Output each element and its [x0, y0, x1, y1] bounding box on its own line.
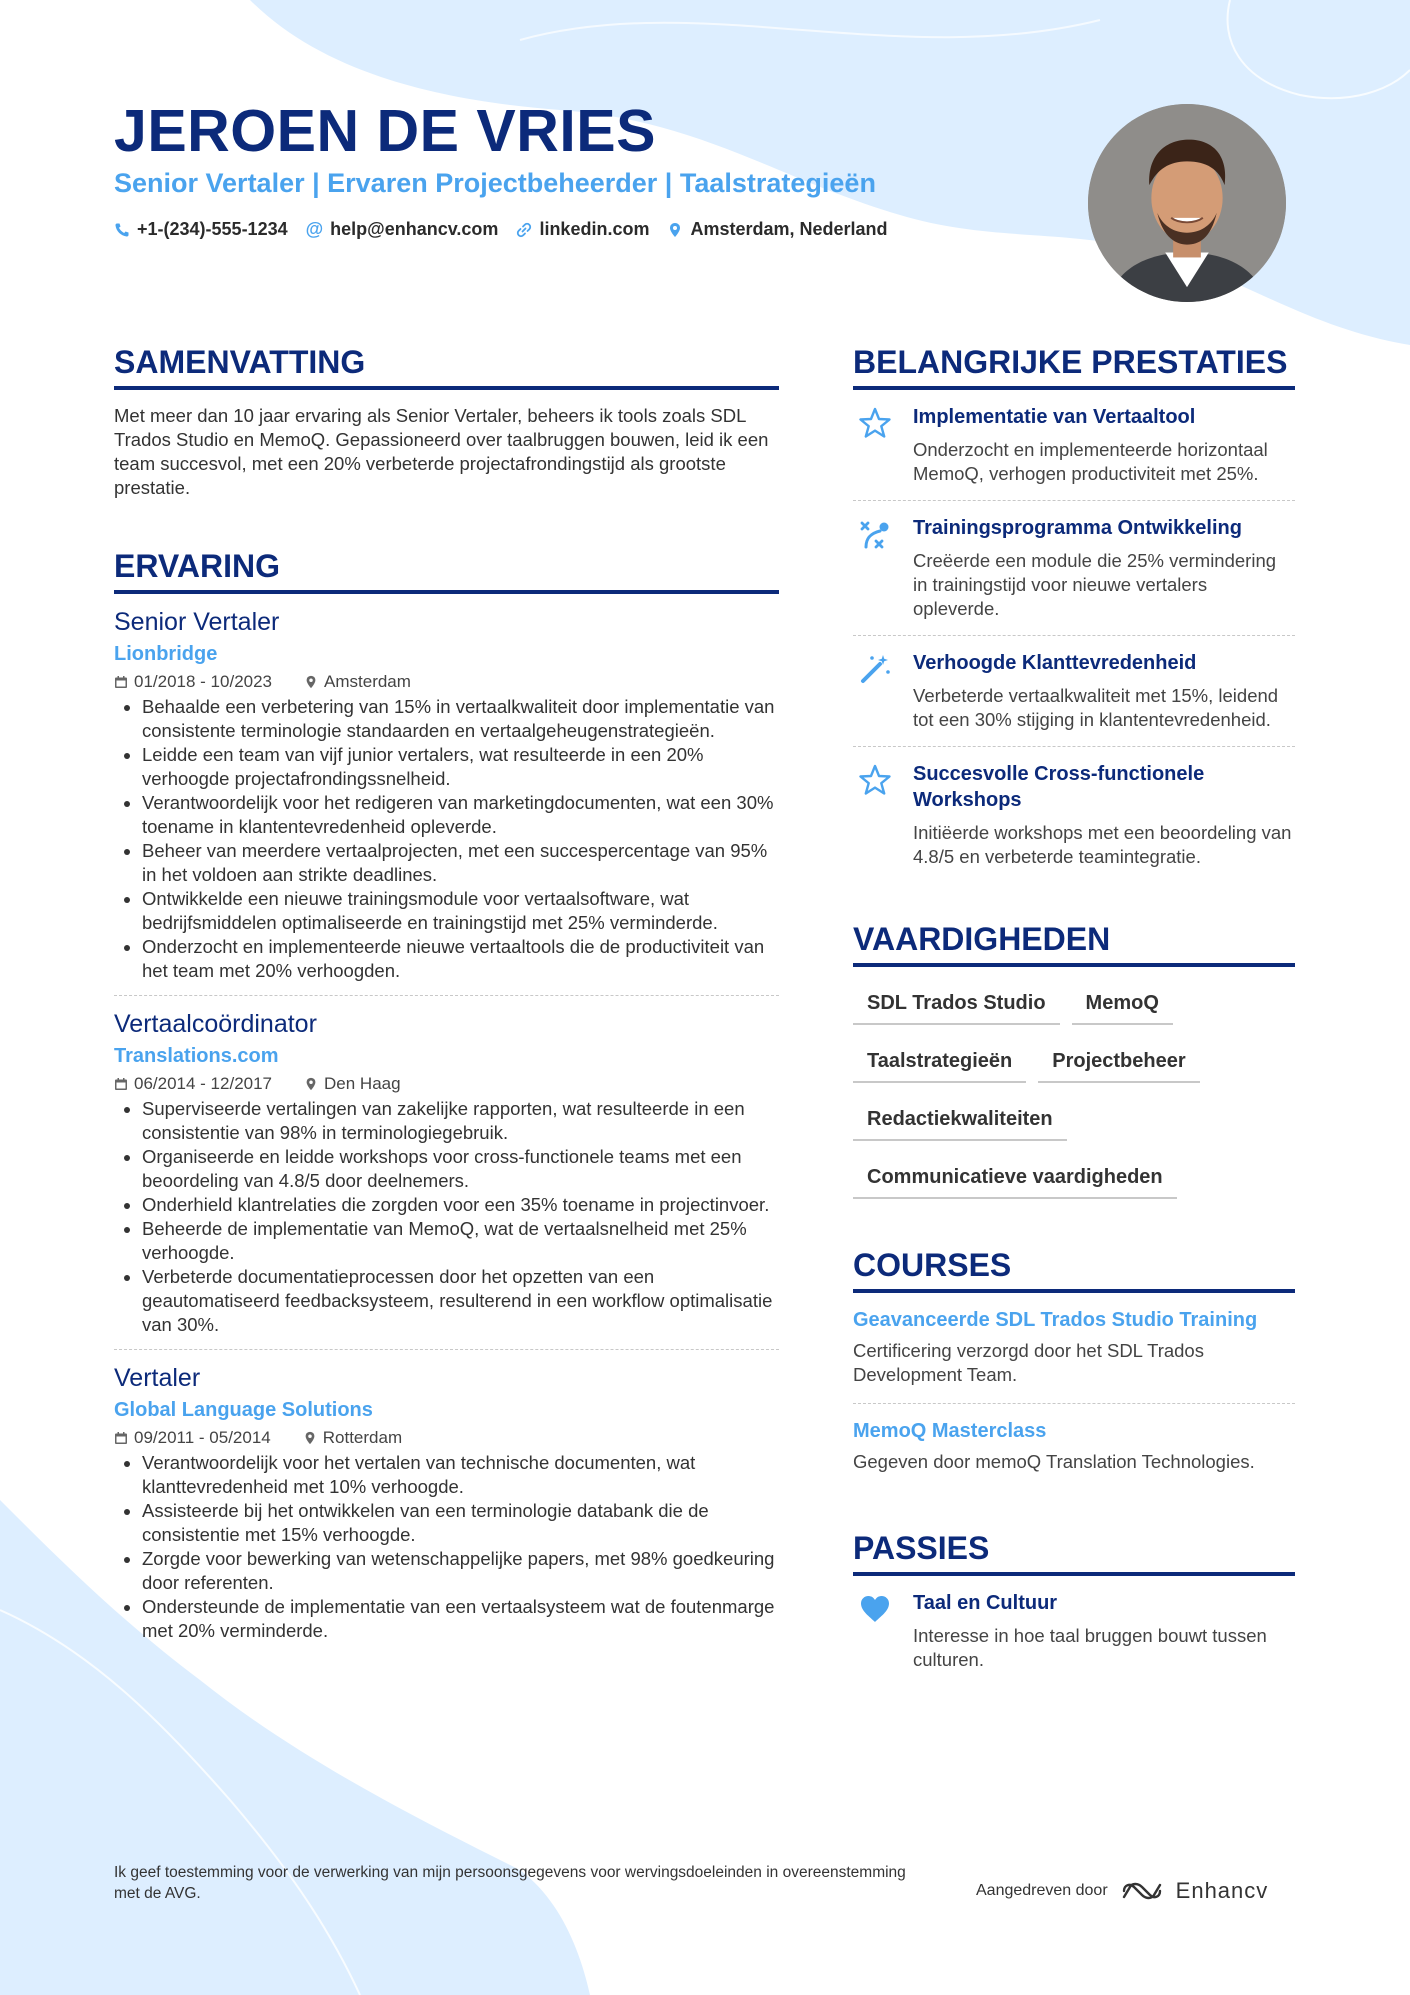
passion-text: Interesse in hoe taal bruggen bouwt tussen culturen.	[913, 1625, 1267, 1670]
achievements-heading: BELANGRIJKE PRESTATIES	[853, 342, 1295, 390]
calendar-icon	[114, 1077, 128, 1091]
list-item: • Verantwoordelijk voor het vertalen van technische documenten, wat klanttevredenheid met 10% verhoogde.	[142, 1451, 779, 1499]
job-title: Senior Vertaler	[114, 608, 280, 636]
calendar-icon	[114, 1431, 128, 1445]
left-column	[114, 342, 779, 1643]
company-name: Global Language Solutions	[114, 1399, 373, 1421]
job-location: Den Haag	[324, 1074, 401, 1093]
achievement-text: Onderzocht en implementeerde horizontaal MemoQ, verhogen productiviteit met 25%.	[913, 439, 1268, 484]
linkedin-text: linkedin.com	[539, 219, 650, 239]
calendar-icon	[114, 675, 128, 689]
contact-location	[667, 219, 887, 240]
company-name: Lionbridge	[114, 643, 218, 665]
summary-heading: SAMENVATTING	[114, 342, 779, 390]
list-item: • Superviseerde vertalingen van zakelijke rapporten, wat resulteerde in een consistentie van 98% in terminologiegebruik.	[142, 1097, 779, 1145]
skill-tag: Communicatieve vaardigheden	[853, 1155, 1177, 1199]
heart-icon	[858, 1592, 892, 1626]
list-item: • Onderhield klantrelaties die zorgden voor een 35% toename in projectinvoer.	[142, 1193, 779, 1217]
brand-name: Enhancv	[1175, 1878, 1269, 1903]
job-bullets	[114, 1451, 779, 1643]
achievement-item	[853, 746, 1295, 883]
star-icon	[858, 763, 892, 797]
summary-text: Met meer dan 10 jaar ervaring als Senior Vertaler, beheers ik tools zoals SDL Trados Studio en MemoQ. Gepassioneerd over taalbruggen bouwen, leid ik een team succesvol, met een 20% verbeterde projectafrondingstijd als grootste prestatie.	[114, 405, 769, 498]
candidate-name: JEROEN DE VRIES	[114, 98, 656, 164]
phone-icon	[114, 222, 130, 238]
location-pin-icon	[304, 675, 318, 689]
job-bullets	[114, 695, 779, 983]
contact-email[interactable]	[306, 219, 499, 240]
achievement-text: Initiëerde workshops met een beoordeling van 4.8/5 en verbeterde teamintegratie.	[913, 822, 1292, 867]
list-item: • Leidde een team van vijf junior vertalers, wat resulteerde in een 20% verhoogde projectafrondingssnelheid.	[142, 743, 779, 791]
courses-heading: COURSES	[853, 1245, 1295, 1293]
phone-text: +1-(234)-555-1234	[137, 219, 288, 239]
job-entry	[114, 594, 779, 983]
skill-tag: SDL Trados Studio	[853, 981, 1060, 1025]
at-icon: @	[305, 219, 324, 239]
job-title: Vertaalcoördinator	[114, 1010, 317, 1038]
achievement-title: Succesvolle Cross-functionele Workshops	[913, 763, 1205, 811]
skill-tag: Projectbeheer	[1038, 1039, 1199, 1083]
person-portrait-icon	[1088, 104, 1286, 302]
job-entry	[114, 995, 779, 1337]
job-meta	[114, 671, 779, 693]
course-text: Gegeven door memoQ Translation Technologies.	[853, 1451, 1255, 1472]
job-dates: 01/2018 - 10/2023	[134, 672, 273, 691]
right-column	[853, 342, 1295, 1686]
passions-heading: PASSIES	[853, 1528, 1295, 1576]
profile-photo	[1088, 104, 1286, 302]
star-icon	[858, 406, 892, 440]
list-item: • Ondersteunde de implementatie van een vertaalsysteem wat de foutenmarge met 20% verminderde.	[142, 1595, 779, 1643]
list-item: • Verantwoordelijk voor het redigeren van marketingdocumenten, wat een 30% toename in klantentevredenheid opleverde.	[142, 791, 779, 839]
skill-tag: MemoQ	[1072, 981, 1173, 1025]
link-icon	[516, 222, 532, 238]
achievement-title: Trainingsprogramma Ontwikkeling	[913, 517, 1242, 539]
list-item: • Organiseerde en leidde workshops voor cross-functionele teams met een beoordeling van 4.8/5 door deelnemers.	[142, 1145, 779, 1193]
course-text: Certificering verzorgd door het SDL Trados Development Team.	[853, 1340, 1204, 1385]
job-title: Vertaler	[114, 1364, 201, 1392]
achievement-item	[853, 390, 1295, 500]
job-dates: 06/2014 - 12/2017	[134, 1074, 273, 1093]
job-bullets	[114, 1097, 779, 1337]
powered-by[interactable]	[976, 1878, 1268, 1904]
achievement-text: Creëerde een module die 25% vermindering in trainingstijd voor nieuwe vertalers opleverde.	[913, 550, 1277, 619]
location-pin-icon	[667, 222, 683, 238]
contact-linkedin[interactable]	[516, 219, 649, 240]
contact-bar	[114, 219, 888, 240]
course-item	[853, 1293, 1295, 1403]
powered-by-label: Aangedreven door	[976, 1882, 1108, 1899]
list-item: • Ontwikkelde een nieuwe trainingsmodule voor vertaalsoftware, wat bedrijfsmiddelen optimaliseerde en trainingstijd met 25% verminderde.	[142, 887, 779, 935]
list-item: • Beheerde de implementatie van MemoQ, wat de vertaalsnelheid met 25% verhoogde.	[142, 1217, 779, 1265]
achievement-item	[853, 635, 1295, 746]
job-meta	[114, 1427, 779, 1449]
job-entry	[114, 1349, 779, 1643]
skills-heading: VAARDIGHEDEN	[853, 919, 1295, 967]
achievement-item	[853, 500, 1295, 635]
job-dates: 09/2011 - 05/2014	[134, 1428, 271, 1447]
achievement-title: Verhoogde Klanttevredenheid	[913, 652, 1197, 674]
skill-tag: Redactiekwaliteiten	[853, 1097, 1067, 1141]
courses-list	[853, 1293, 1295, 1490]
achievements-list	[853, 390, 1295, 883]
list-item: • Zorgde voor bewerking van wetenschappelijke papers, met 98% goedkeuring door referenten.	[142, 1547, 779, 1595]
achievement-text: Verbeterde vertaalkwaliteit met 15%, leidend tot een 30% stijging in klantentevredenheid.	[913, 685, 1279, 730]
list-item: • Assisteerde bij het ontwikkelen van een terminologie databank die de consistentie met 15% verhoogde.	[142, 1499, 779, 1547]
candidate-subtitle: Senior Vertaler | Ervaren Projectbeheerder | Taalstrategieën	[114, 168, 876, 198]
job-meta	[114, 1073, 779, 1095]
achievement-title: Implementatie van Vertaaltool	[913, 406, 1196, 428]
contact-phone[interactable]	[114, 219, 288, 240]
course-title: MemoQ Masterclass	[853, 1420, 1047, 1442]
list-item: • Behaalde een verbetering van 15% in vertaalkwaliteit door implementatie van consistente terminologie standaarden en vertaalgeheugenstrategieën.	[142, 695, 779, 743]
experience-heading: ERVARING	[114, 546, 779, 594]
passion-title: Taal en Cultuur	[913, 1592, 1058, 1614]
company-name: Translations.com	[114, 1045, 279, 1067]
course-title: Geavanceerde SDL Trados Studio Training	[853, 1309, 1258, 1331]
enhancv-logo-icon	[1120, 1879, 1164, 1903]
course-item	[853, 1403, 1295, 1490]
job-location: Rotterdam	[322, 1428, 403, 1447]
location-text: Amsterdam, Nederland	[690, 219, 888, 239]
list-item: • Beheer van meerdere vertaalprojecten, met een succespercentage van 95% in het voldoen aan strikte deadlines.	[142, 839, 779, 887]
location-pin-icon	[303, 1431, 317, 1445]
passion-item	[853, 1576, 1295, 1686]
job-location: Amsterdam	[324, 672, 411, 691]
skills-list	[853, 981, 1295, 1213]
location-pin-icon	[304, 1077, 318, 1091]
list-item: • Verbeterde documentatieprocessen door het opzetten van een geautomatiseerd feedbacksysteem, resulterend in een workflow optimalisatie van 30%.	[142, 1265, 779, 1337]
magic-wand-icon	[858, 652, 892, 686]
list-item: • Onderzocht en implementeerde nieuwe vertaaltools die de productiviteit van het team met 20% verhoogden.	[142, 935, 779, 983]
email-text: help@enhancv.com	[330, 219, 499, 239]
path-icon	[858, 517, 892, 551]
skill-tag: Taalstrategieën	[853, 1039, 1026, 1083]
consent-note: Ik geef toestemming voor de verwerking van mijn persoonsgegevens voor wervingsdoeleinden in overeenstemming met de AVG.	[114, 1864, 906, 1902]
